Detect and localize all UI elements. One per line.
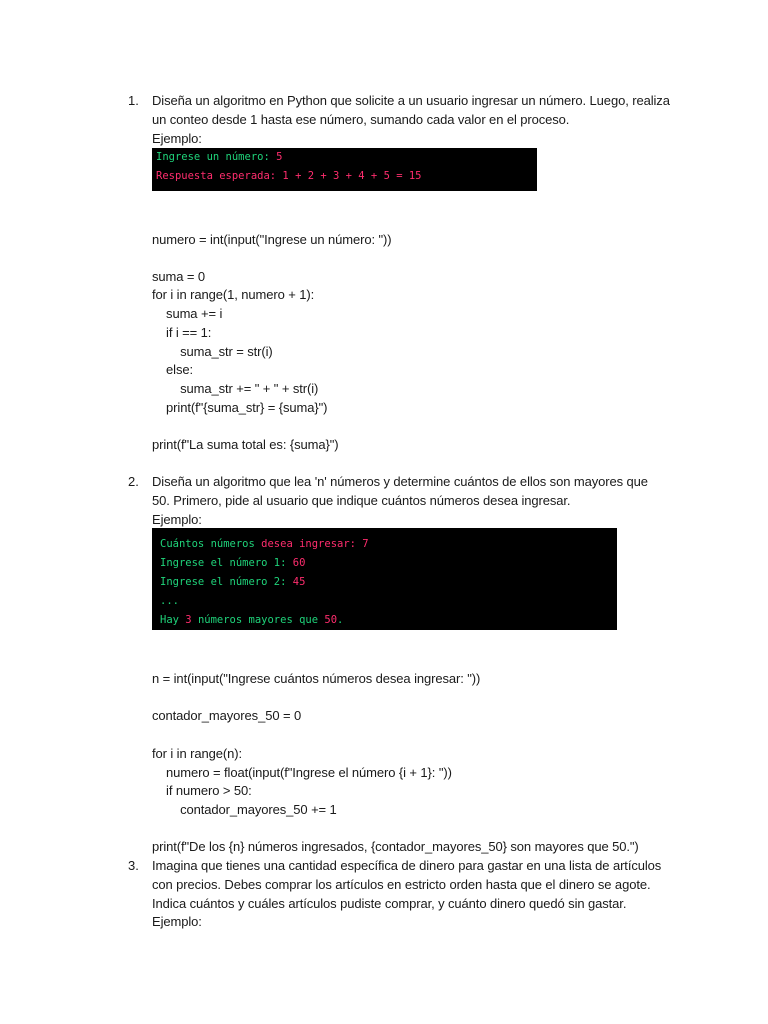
item-1-code-line-5: suma += i: [152, 306, 223, 321]
terminal-line: [160, 575, 305, 589]
terminal-line: [160, 556, 305, 570]
terminal-text: Ingrese un número:: [156, 151, 277, 163]
item-1-code-line-6: if i == 1:: [152, 325, 212, 340]
item-1-terminal-image: [152, 148, 537, 191]
item-1-code-line-1: numero = int(input("Ingrese un número: ")): [152, 232, 392, 247]
terminal-text: 5: [276, 151, 283, 163]
terminal-text: .: [337, 614, 344, 626]
item-2-code-line-8: contador_mayores_50 += 1: [152, 802, 337, 817]
terminal-text: desea ingresar: 7: [261, 538, 369, 550]
item-1-text-line-1: Diseña un algoritmo en Python que solicite a un usuario ingresar un número. Luego, realiza: [152, 93, 670, 108]
item-1-text-line-2: un conteo desde 1 hasta ese número, sumando cada valor en el proceso.: [152, 112, 570, 127]
item-1-number: 1.: [128, 93, 139, 108]
terminal-line: [156, 150, 282, 164]
terminal-text: 50: [324, 614, 338, 626]
item-1-code-line-10: print(f"{suma_str} = {suma}"): [152, 400, 328, 415]
terminal-text: Respuesta esperada: 1 + 2 + 3 + 4 + 5 = 15: [156, 170, 422, 182]
item-3-text-line-3: Indica cuántos y cuáles artículos pudiste comprar, y cuánto dinero quedó sin gastar.: [152, 896, 627, 911]
item-3-example-label: Ejemplo:: [152, 914, 202, 929]
item-3-text-line-2: con precios. Debes comprar los artículos en estricto orden hasta que el dinero se agote.: [152, 877, 651, 892]
item-3-text-line-1: Imagina que tienes una cantidad específica de dinero para gastar en una lista de artículos: [152, 858, 662, 873]
item-2-code-line-5: for i in range(n):: [152, 746, 242, 761]
item-2-code-line-7: if numero > 50:: [152, 783, 252, 798]
terminal-text: Ingrese el número 2:: [160, 576, 293, 588]
item-2-number: 2.: [128, 474, 139, 489]
item-2-text-line-2: 50. Primero, pide al usuario que indique cuántos números desea ingresar.: [152, 493, 571, 508]
item-1-code-line-9: suma_str += " + " + str(i): [152, 381, 319, 396]
terminal-text: Hay: [160, 614, 186, 626]
terminal-text: Ingrese el número 1:: [160, 557, 293, 569]
item-1-example-label: Ejemplo:: [152, 131, 202, 146]
terminal-text: 45: [292, 576, 306, 588]
terminal-text: números mayores que: [191, 614, 325, 626]
item-2-code-line-3: contador_mayores_50 = 0: [152, 708, 302, 723]
terminal-line: [160, 594, 179, 608]
item-2-terminal-image: [152, 528, 617, 630]
item-1-code-line-7: suma_str = str(i): [152, 344, 273, 359]
terminal-text: ...: [160, 595, 179, 607]
item-2-example-label: Ejemplo:: [152, 512, 202, 527]
item-3-number: 3.: [128, 858, 139, 873]
item-2-code-line-6: numero = float(input(f"Ingrese el número {i + 1}: ")): [152, 765, 452, 780]
item-2-text-line-1: Diseña un algoritmo que lea 'n' números y determine cuántos de ellos son mayores que: [152, 474, 648, 489]
terminal-line: [160, 537, 369, 551]
terminal-text: Cuántos números: [160, 538, 262, 550]
terminal-text: 60: [292, 557, 306, 569]
item-1-code-line-8: else:: [152, 362, 194, 377]
terminal-text: 3: [185, 614, 192, 626]
item-1-code-line-12: print(f"La suma total es: {suma}"): [152, 437, 339, 452]
item-2-code-line-1: n = int(input("Ingrese cuántos números desea ingresar: ")): [152, 671, 481, 686]
terminal-line: [156, 169, 422, 183]
item-1-code-line-3: suma = 0: [152, 269, 206, 284]
item-1-code-line-4: for i in range(1, numero + 1):: [152, 287, 315, 302]
item-2-code-line-10: print(f"De los {n} números ingresados, {contador_mayores_50} son mayores que 50."): [152, 839, 639, 854]
terminal-line: [160, 613, 343, 627]
